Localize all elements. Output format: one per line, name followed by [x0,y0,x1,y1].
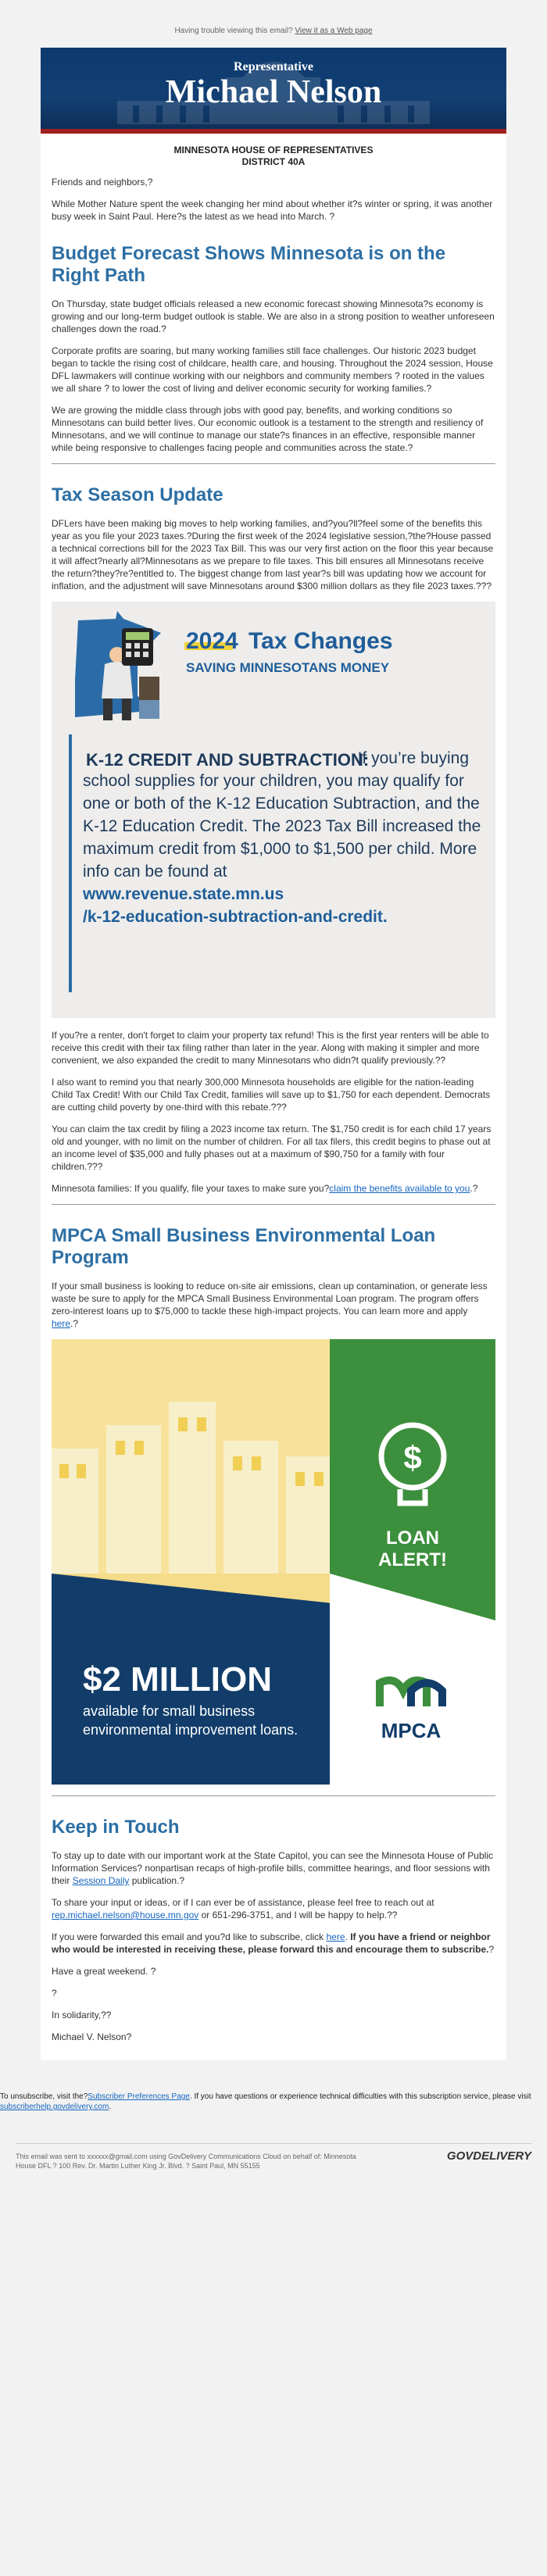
loan-amount: $2 MILLION [83,1660,273,1699]
tax-paragraph-2: If you?re a renter, don't forget to claim your property tax refund! This is the first year renters will be able to receive this credit with their tax filing rather than later in the year. Along with making it simpler and more convenient, we also expanded the credit to many Minnesotans who didn?t qualify previously.?? [52,1030,489,1066]
unsubscribe-text: To unsubscribe, visit the? [0,2092,88,2101]
unsubscribe-text-end: . [109,2103,112,2111]
banner-title: Michael Nelson [165,74,382,110]
sender-info: This email was sent to xxxxxx@gmail.com using GovDelivery Communications Cloud on behalf of: Minnesota House DFL ? 100 Rev. Dr. Martin Luther King Jr. Blvd. ? Saint Paul, MN 55155 [16,2153,356,2170]
tax-paragraph-4: You can claim the tax credit by filing a 2023 income tax return. The $1,750 credit is for each child 17 years old and younger, with no limit on the number of children. For all tax filers, this credit begins to phase out at an income level of $35,000 and fully phases out at a maximum of $90,750 for a family with four children.??? [52,1124,492,1172]
tax-changes-graphic [52,602,495,1018]
loan-alert-line-2: ALERT! [378,1549,447,1570]
graphic-subtitle: SAVING MINNESOTANS MONEY [186,660,390,675]
unsubscribe-footer [0,2060,547,2112]
divider [52,1204,495,1205]
govdelivery-logo: GOVDELIVERY [446,2149,531,2163]
keep-paragraph-2 [52,1896,495,1921]
divider [52,463,495,464]
loan-line-1: available for small business [83,1703,256,1719]
divider [52,1795,495,1796]
keep-paragraph-1-end: publication.? [129,1875,185,1886]
sign-off: In solidarity,?? [52,2010,112,2020]
graphic-title: Tax Changes [248,628,393,654]
greeting: Friends and neighbors,? [52,177,153,188]
forward-encouragement: If you have a friend or neighbor who would be interested in receiving these, please forward this and encourage them to subscribe. [52,1931,491,1955]
preheader-text: Having trouble viewing this email? [174,27,293,35]
keep-paragraph-2-text: To share your input or ideas, or if I can ever be of assistance, please feel free to reach out at [52,1897,434,1908]
loan-line-2: environmental improvement loans. [83,1722,299,1738]
mpca-paragraph-end: .? [70,1318,79,1329]
graphic-year: 2024 [186,628,238,654]
graphic-url-1: www.revenue.state.mn.us [83,885,284,903]
tax-paragraph-5-end: .? [470,1183,478,1194]
tax-paragraph-5 [52,1182,495,1195]
email-link[interactable]: rep.michael.nelson@house.mn.gov [52,1910,199,1920]
district-line-2: DISTRICT 40A [241,156,306,167]
session-daily-link[interactable]: Session Daily [72,1875,130,1886]
mpca-paragraph [52,1280,495,1330]
banner-title-small: Representative [234,60,313,73]
graphic-body-bold: K-12 CREDIT AND SUBTRACTION: [86,750,370,770]
budget-paragraph-2: Corporate profits are soaring, but many working families still face challenges. Our historic 2023 budget began to tackle the rising cost of childcare, health care, and housing. Throughout the 2024 session, House DFL lawmakers will continue working with our neighbors and community members ? rooted in the values we all share ? to lower the cost of living and deliver economic security for working families.? [52,345,493,394]
tax-heading: Tax Season Update [52,484,223,506]
svg-text:$: $ [403,1439,422,1476]
mpca-heading: MPCA Small Business Environmental Loan Program [52,1225,436,1268]
keep-paragraph-1 [52,1849,495,1887]
weekend-greeting: Have a great weekend. ? [52,1966,156,1977]
mpca-loan-graphic [52,1339,495,1785]
tax-paragraph-1: DFLers have been making big moves to help working families, and?you?ll?feel some of the benefits this year as you file your 2023 taxes.?During the first week of the 2024 legislative session,?the?House passed a technical corrections bill for the 2023 Tax Bill. This was our very first action on the floor this year because it will affect?nearly all?Minnesotans as we prepare to file taxes. This bill ensures all Minnesotans receive the return?they?re?entitled to. The biggest change from last year?s bill was updating how we account for inflation, and the adjustment will save Minnesotans around $300 million dollars as they file 2023 taxes.??? [52,518,494,591]
intro-paragraph: While Mother Nature spent the week changing her mind about whether it?s winter or spring, it was another busy week in Saint Paul. Here?s the latest as we head into March. ? [52,198,493,222]
mpca-paragraph-text: If your small business is looking to reduce on-site air emissions, clean up contamination, or generate less waste be sure to apply for the MPCA Small Business Environmental Loan program. The program offers zero-interest loans up to $75,000 to tackle these high-impact projects. You can learn more and apply [52,1281,488,1317]
keep-paragraph-3 [52,1931,495,1956]
district-line-1: MINNESOTA HOUSE OF REPRESENTATIVES [173,145,374,155]
district-heading [41,134,506,176]
subscribe-link[interactable]: here [326,1931,345,1942]
budget-paragraph-3: We are growing the middle class through jobs with good pay, benefits, and working conditions so Minnesotans can build better lives. Our economic outlook is a testament to the strength and resiliency of Minnesotans, and we will continue to manage our state?s finances in an effective, responsible manner while being responsive to challenges facing people and communities across the state.? [52,405,484,453]
sender-footer [16,2143,531,2194]
keep-paragraph-3-mid: . [345,1931,351,1942]
tax-paragraph-3: I also want to remind you that nearly 300,000 Minnesota households are eligible for the nation-leading Child Tax Credit! With our Child Tax Credit, families will save up to $1,750 for each dependent. Democrats are cutting child poverty by one-third with this rebate.??? [52,1077,491,1113]
header-banner [41,48,506,129]
budget-paragraph-1: On Thursday, state budget officials released a new economic forecast showing Minnesota?s economy is growing and our long-term budget outlook is stable. We are also in a strong position to weather unforeseen challenges down the road.? [52,298,495,334]
tax-paragraph-5-text: Minnesota families: If you qualify, file your taxes to make sure you? [52,1183,330,1194]
email-content [41,176,506,2060]
signature: Michael V. Nelson? [52,2031,132,2042]
graphic-url-2: /k-12-education-subtraction-and-credit. [83,908,388,926]
spacer-line: ? [52,1988,57,1999]
subscriber-help-link[interactable]: subscriberhelp.govdelivery.com [0,2103,109,2111]
graphic-body-text: If you’re buying school supplies for your children, you may qualify for one or both of the K-12 Education Subtraction, and the K-12 Education Credit. The 2023 Tax Bill increased the maximum credit from $1,000 to $1,500 per child. More info can be found at [83,749,481,881]
claim-benefits-link[interactable]: claim the benefits available to you [329,1183,470,1194]
budget-heading: Budget Forecast Shows Minnesota is on the Right Path [52,243,446,286]
keep-paragraph-1-text: To stay up to date with our important work at the State Capitol, you can see the Minnesota House of Public Information Services? nonpartisan recaps of high-profile bills, committee hearings, and floor sessions with their [52,1850,493,1886]
loan-alert-line-1: LOAN [386,1527,439,1549]
mpca-apply-link[interactable]: here [52,1318,71,1329]
keep-paragraph-3-text: If you were forwarded this email and you?d like to subscribe, click [52,1931,327,1942]
keep-in-touch-heading: Keep in Touch [52,1817,180,1838]
web-page-link[interactable]: View it as a Web page [295,27,373,35]
preheader [0,0,547,48]
mpca-logo-text: MPCA [381,1719,442,1742]
unsubscribe-text-2: . If you have questions or experience technical difficulties with this subscription service, please visit [189,2092,531,2101]
email-card [41,48,506,2060]
keep-paragraph-3-end: ? [488,1944,495,1955]
subscriber-preferences-link[interactable]: Subscriber Preferences Page [88,2092,190,2101]
keep-paragraph-2-end: or 651-296-3751, and I will be happy to help.?? [198,1910,398,1920]
